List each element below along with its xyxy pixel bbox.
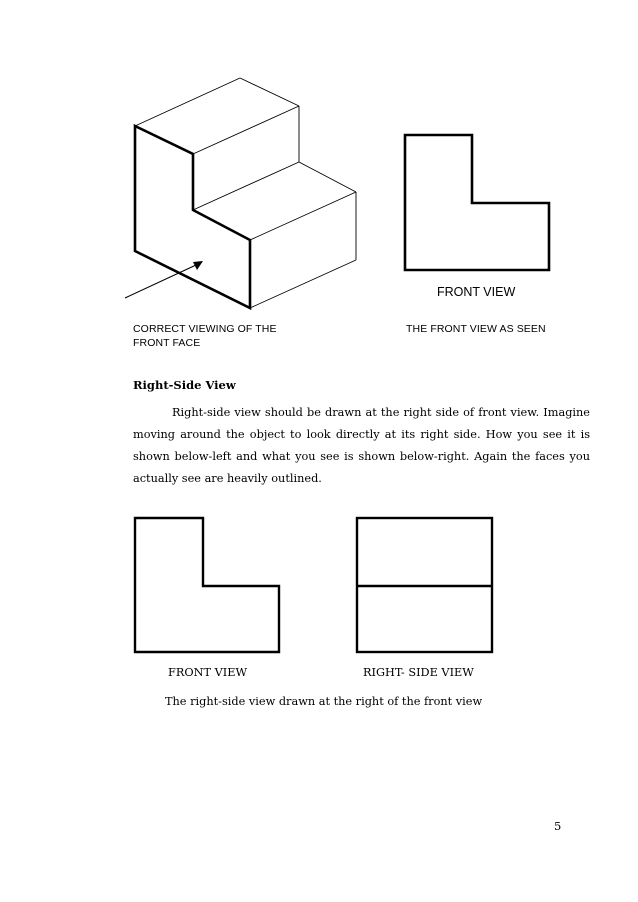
front-view-label: FRONT VIEW: [437, 285, 516, 299]
left-caption-line-2: FRONT FACE: [133, 337, 201, 349]
section-paragraph: Right-side view should be drawn at the right side of front view. Imagine moving around the object to look directly at its right side. How you see it is shown below-left and what you see is shown below-right. Again the faces you actually see are heavily outlined.: [133, 406, 590, 485]
front-view-label-2: FRONT VIEW: [168, 666, 248, 679]
right-caption: THE FRONT VIEW AS SEEN: [406, 323, 546, 335]
figure-2-caption: The right-side view drawn at the right of the front view: [165, 695, 483, 708]
page-number: 5: [554, 819, 562, 833]
left-caption-line-1: CORRECT VIEWING OF THE: [133, 323, 277, 335]
right-side-view-rectangle: [357, 518, 492, 652]
section-heading: Right-Side View: [133, 378, 236, 392]
right-side-view-label: RIGHT- SIDE VIEW: [363, 666, 474, 679]
front-view-l-shape-2: [135, 518, 279, 652]
